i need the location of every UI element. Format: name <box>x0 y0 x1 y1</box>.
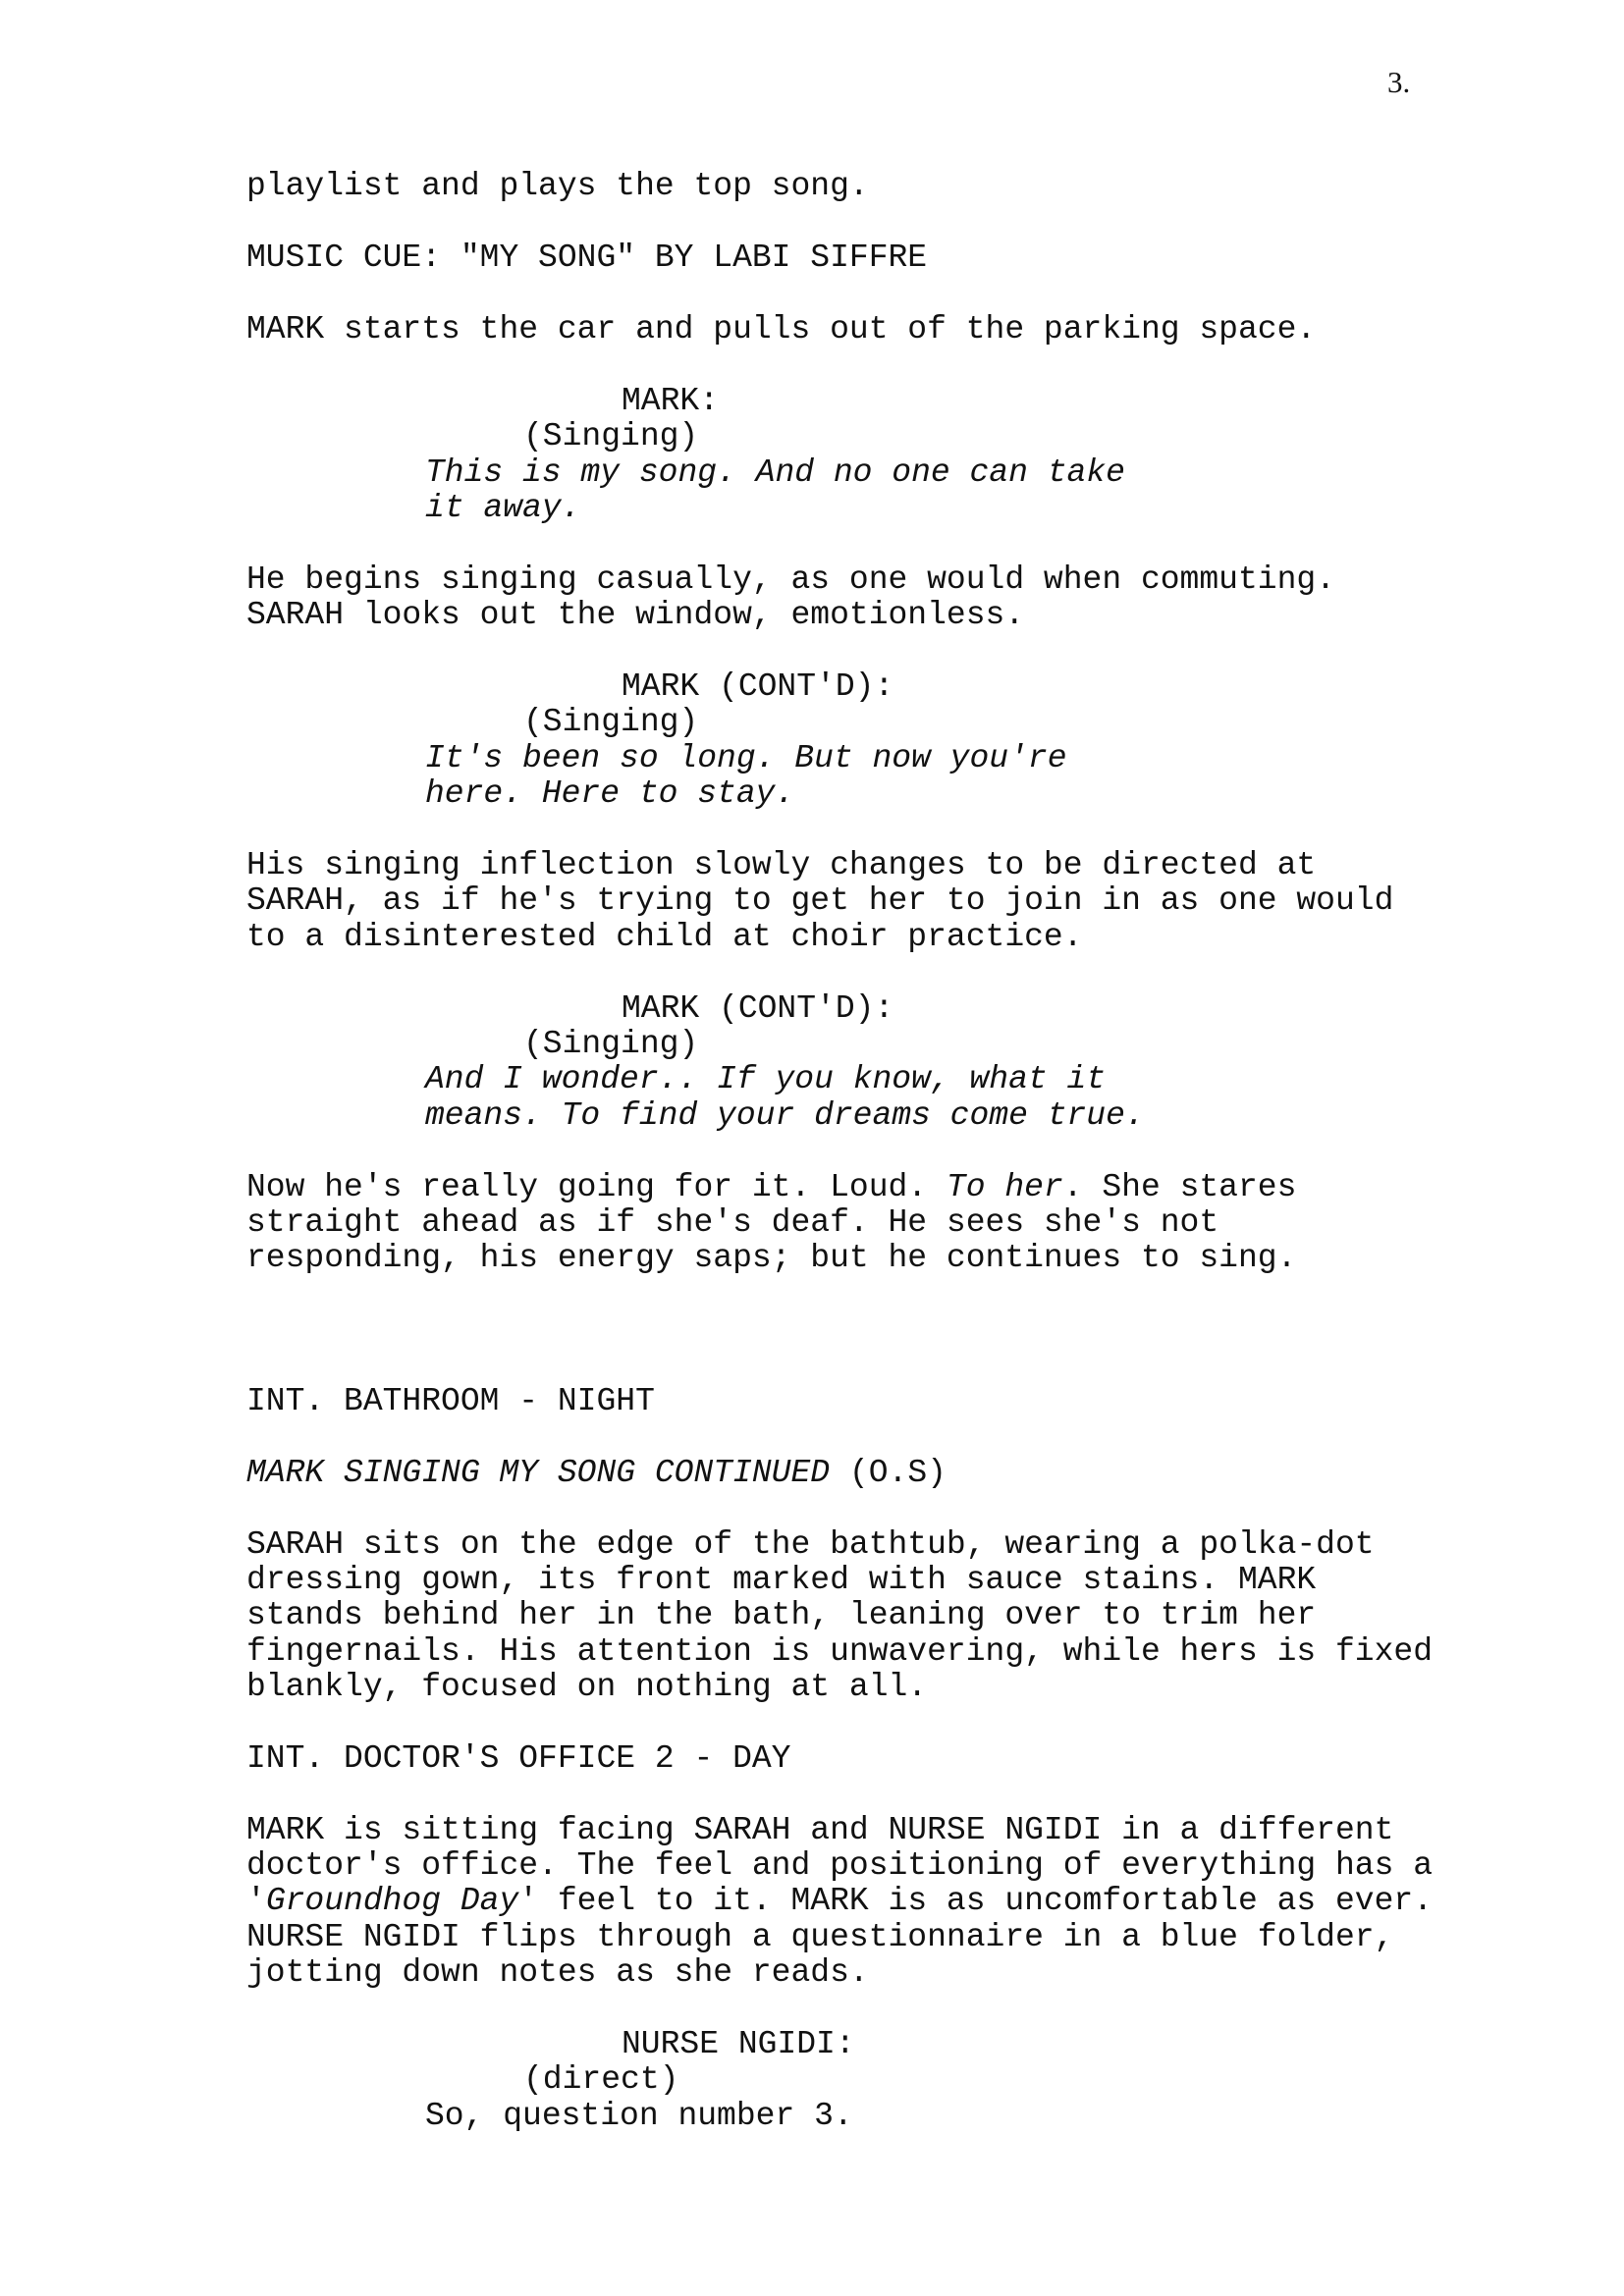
action-line <box>246 1170 1296 1205</box>
dialogue-line: So, question number 3. <box>425 2098 853 2134</box>
action-line: blankly, focused on nothing at all. <box>246 1669 928 1705</box>
action-text: Now he's really going for it. Loud. <box>246 1169 947 1205</box>
action-text: . She stares <box>1062 1169 1297 1205</box>
action-line: to a disinterested child at choir practice. <box>246 919 1083 955</box>
dialogue-line: It's been so long. But now you're <box>425 740 1067 776</box>
character-name: MARK: <box>622 383 720 419</box>
emphasis-text: MARK SINGING MY SONG CONTINUED <box>246 1455 831 1491</box>
page-number: 3. <box>1387 65 1411 99</box>
action-line: SARAH sits on the edge of the bathtub, wearing a polka-dot <box>246 1526 1375 1563</box>
character-name: NURSE NGIDI: <box>622 2026 855 2062</box>
parenthetical: (Singing) <box>523 704 699 740</box>
action-text: ' <box>246 1883 266 1919</box>
action-line: MARK is sitting facing SARAH and NURSE NGIDI in a different <box>246 1812 1394 1848</box>
character-name: MARK (CONT'D): <box>622 990 894 1027</box>
action-line: doctor's office. The feel and positioning of everything has a <box>246 1847 1433 1884</box>
parenthetical: (direct) <box>523 2061 679 2098</box>
music-cue: MUSIC CUE: "MY SONG" BY LABI SIFFRE <box>246 240 928 276</box>
action-text: (O.S) <box>830 1455 947 1491</box>
dialogue-line: here. Here to stay. <box>425 775 795 812</box>
dialogue-line: This is my song. And no one can take <box>425 454 1125 491</box>
action-line: fingernails. His attention is unwavering, while hers is fixed <box>246 1633 1433 1670</box>
scene-heading: INT. DOCTOR'S OFFICE 2 - DAY <box>246 1740 791 1777</box>
action-line: MARK starts the car and pulls out of the parking space. <box>246 311 1317 347</box>
action-line: dressing gown, its front marked with sauce stains. MARK <box>246 1562 1317 1598</box>
action-line: SARAH looks out the window, emotionless. <box>246 597 1025 633</box>
action-line <box>246 1884 1433 1919</box>
action-line: playlist and plays the top song. <box>246 168 869 204</box>
emphasis-text: To her <box>946 1169 1063 1205</box>
action-line: His singing inflection slowly changes to be directed at <box>246 847 1317 883</box>
action-line: stands behind her in the bath, leaning over to trim her <box>246 1597 1317 1633</box>
action-line <box>246 1456 947 1491</box>
action-line: SARAH, as if he's trying to get her to join in as one would <box>246 882 1394 919</box>
action-text: ' feel to it. MARK is as uncomfortable as ever. <box>518 1883 1434 1919</box>
parenthetical: (Singing) <box>523 418 699 454</box>
character-name: MARK (CONT'D): <box>622 668 894 705</box>
action-line: He begins singing casually, as one would when commuting. <box>246 561 1335 598</box>
action-line: NURSE NGIDI flips through a questionnaire in a blue folder, <box>246 1919 1394 1955</box>
parenthetical: (Singing) <box>523 1026 699 1062</box>
dialogue-line: it away. <box>425 490 581 526</box>
dialogue-line: And I wonder.. If you know, what it <box>425 1061 1107 1097</box>
action-line: jotting down notes as she reads. <box>246 1954 869 1991</box>
emphasis-text: Groundhog Day <box>265 1883 519 1919</box>
action-line: straight ahead as if she's deaf. He sees she's not <box>246 1204 1219 1241</box>
dialogue-line: means. To find your dreams come true. <box>425 1097 1145 1134</box>
action-line: responding, his energy saps; but he continues to sing. <box>246 1240 1297 1276</box>
scene-heading: INT. BATHROOM - NIGHT <box>246 1383 655 1419</box>
